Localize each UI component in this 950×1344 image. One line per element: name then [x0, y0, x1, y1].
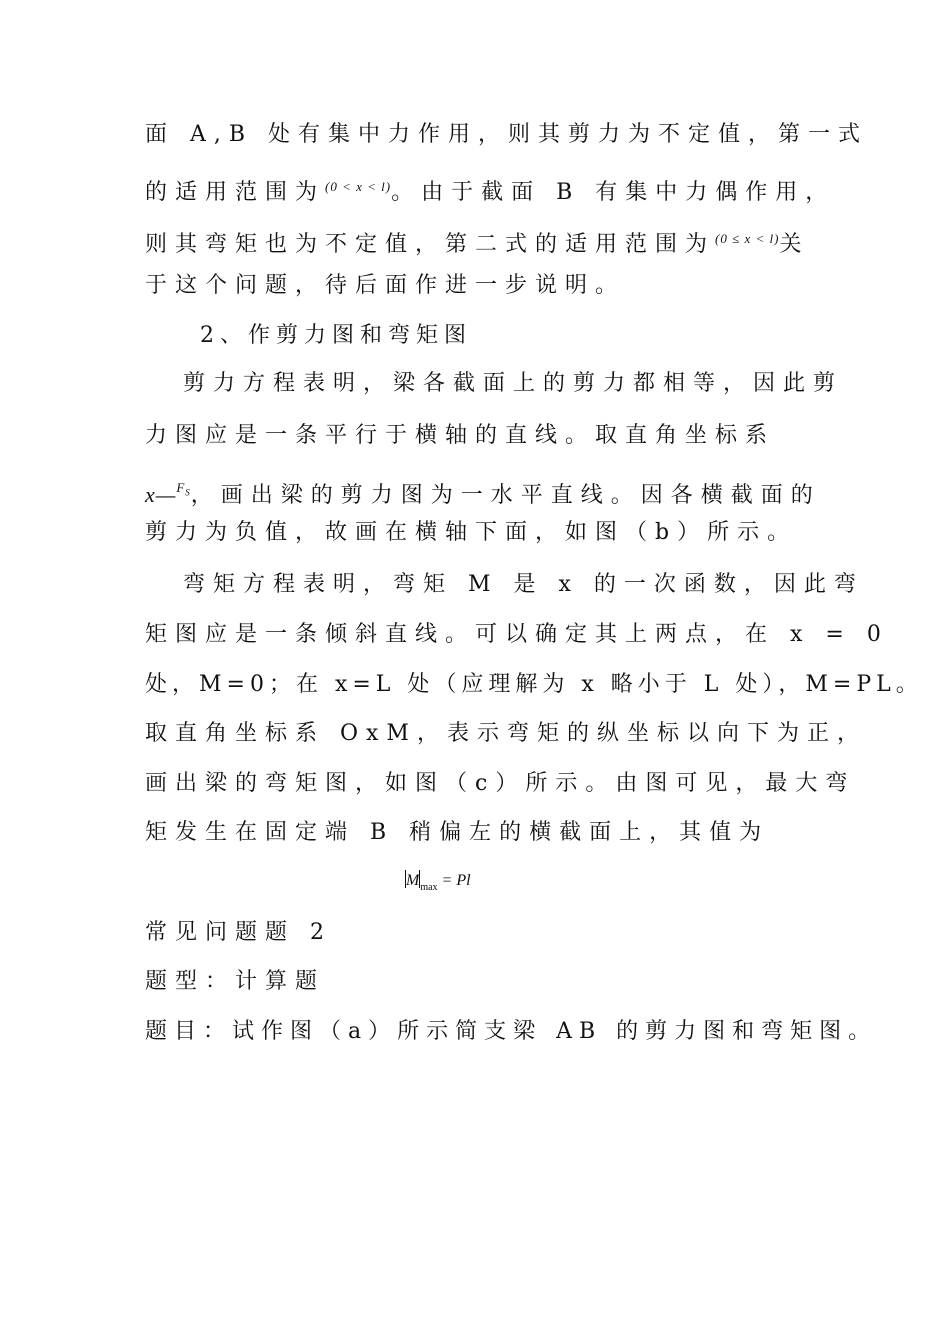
formula-subscript: max [420, 882, 438, 893]
paragraph-line-4: 于这个问题，待后面作进一步说明。 [145, 273, 626, 298]
section-heading: 2、作剪力图和弯矩图 [200, 323, 472, 348]
paragraph-line-15: 矩发生在固定端 B 稍偏左的横截面上，其值为 [145, 820, 770, 845]
formula-rhs: = Pl [437, 872, 471, 889]
paragraph-line-14: 画出梁的弯矩图，如图（c）所示。由图可见，最大弯 [145, 771, 856, 796]
formula-m: M [406, 872, 420, 889]
paragraph-line-11: 矩图应是一条倾斜直线。可以确定其上两点，在 x = 0 [145, 622, 889, 647]
paragraph-line-9: 剪力为负值，故画在横轴下面，如图（b）所示。 [145, 520, 798, 545]
line-8-text: ，画出梁的剪力图为一水平直线。因各横截面的 [190, 483, 821, 508]
question-type: 题型：计算题 [145, 969, 326, 994]
x-symbol: x— [145, 482, 177, 507]
line-2-text-a: 的适用范围为 [145, 180, 326, 205]
paragraph-line-3 [145, 224, 809, 260]
range-expression-1: (0 < x < l) [325, 179, 392, 194]
line-2-text-b: 。由于截面 B 有集中力偶作用， [391, 180, 836, 205]
paragraph-line-6: 剪力方程表明，梁各截面上的剪力都相等，因此剪 [183, 371, 844, 396]
fs-letter: F [176, 480, 186, 495]
line-3-text-b: 关 [779, 232, 810, 257]
paragraph-line-8 [145, 473, 821, 511]
question-text: 题目：试作图（a）所示简支梁 AB 的剪力图和弯矩图。 [145, 1019, 878, 1044]
paragraph-line-7: 力图应是一条平行于横轴的直线。取直角坐标系 [145, 423, 776, 448]
paragraph-line-1: 面 A,B 处有集中力作用，则其剪力为不定值，第一式 [145, 122, 869, 147]
range-expression-2: (0 ≤ x < l) [715, 231, 780, 246]
fs-symbol [176, 480, 191, 498]
paragraph-line-2 [145, 172, 835, 208]
question-number: 常见问题题 2 [145, 920, 332, 945]
line-3-text-a: 则其弯矩也为不定值，第二式的适用范围为 [145, 232, 716, 257]
paragraph-line-13: 取直角坐标系 OxM，表示弯矩的纵坐标以向下为正， [145, 721, 867, 746]
paragraph-line-10: 弯矩方程表明，弯矩 M 是 x 的一次函数，因此弯 [183, 572, 864, 597]
max-moment-formula [405, 870, 471, 893]
fs-subscript: S [185, 487, 191, 498]
paragraph-line-12: 处，M=0；在 x=L 处（应理解为 x 略小于 L 处），M=PL。 [145, 672, 923, 697]
